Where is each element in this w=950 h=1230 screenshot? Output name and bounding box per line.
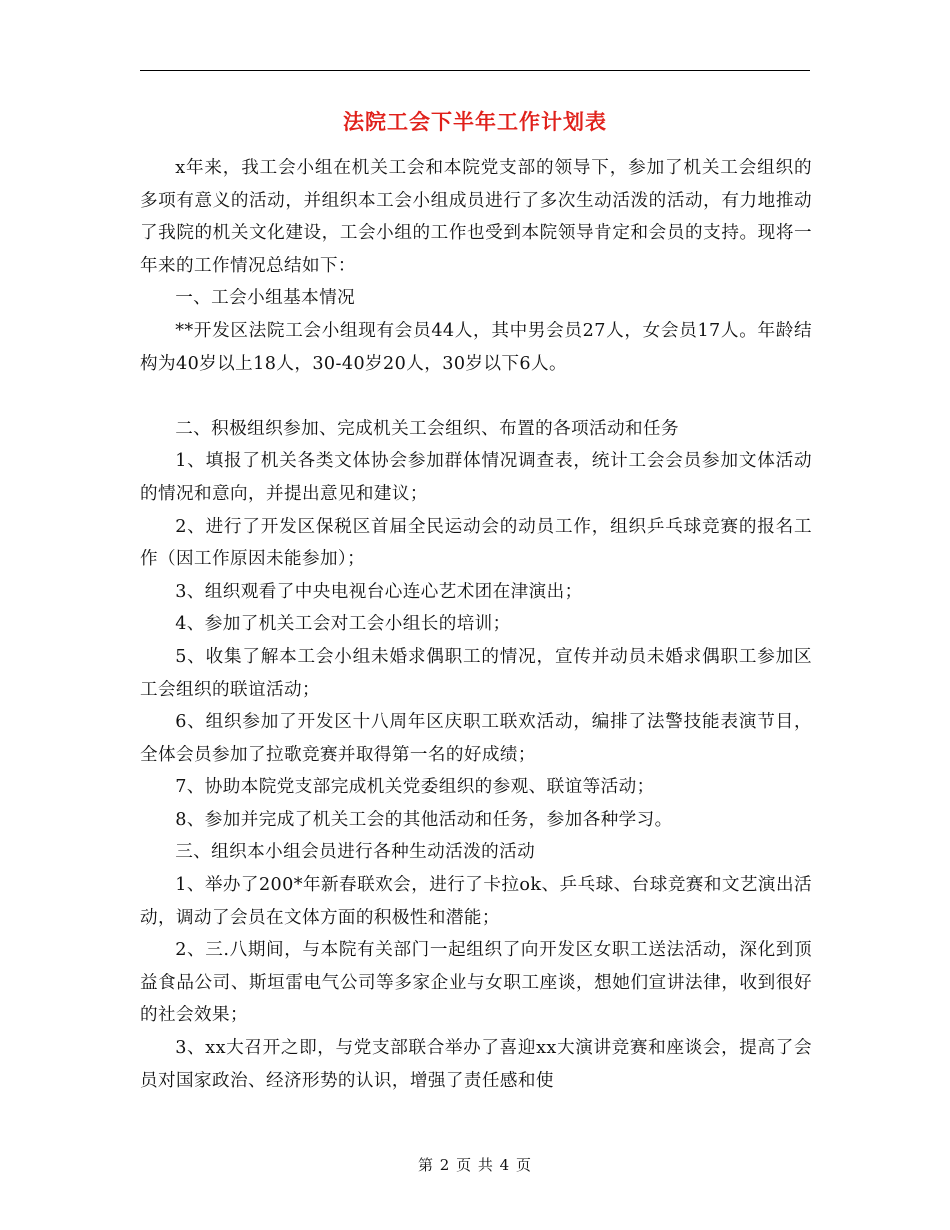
list-item: 5、收集了解本工会小组未婚求偶职工的情况，宣传并动员未婚求偶职工参加区工会组织的联谊活动； [140,646,812,700]
page-footer: 第 2 页 共 4 页 [418,1156,532,1174]
header-rule [140,70,810,71]
list-item: 6、组织参加了开发区十八周年区庆职工联欢活动，编排了法警技能表演节目，全体会员参加了拉歌竞赛并取得第一名的好成绩； [140,712,812,765]
list-item: 2、三.八期间，与本院有关部门一起组织了向开发区女职工送法活动，深化到顶益食品公司、斯垣雷电气公司等多家企业与女职工座谈，想她们宣讲法律，收到很好的社会效果； [140,940,812,1026]
list-item: 7、协助本院党支部完成机关党委组织的参观、联谊等活动； [175,777,655,798]
list-item: 1、填报了机关各类文体协会参加群体情况调查表，统计工会会员参加文体活动的情况和意向，并提出意见和建议； [140,451,812,504]
document-body [140,152,812,1097]
section-heading: 一、工会小组基本情况 [175,288,356,309]
section-heading: 三、组织本小组会员进行各种生动活泼的活动 [175,842,536,863]
list-item: 1、举办了200*年新春联欢会，进行了卡拉ok、乒乓球、台球竞赛和文艺演出活动，调动了会员在文体方面的积极性和潜能； [140,875,812,928]
section-heading: 二、积极组织参加、完成机关工会组织、布置的各项活动和任务 [175,418,680,439]
list-item: 4、参加了机关工会对工会小组长的培训； [175,614,511,635]
list-item: 3、组织观看了中央电视台心连心艺术团在津演出； [175,581,583,602]
document-title: 法院工会下半年工作计划表 [343,109,607,134]
paragraph: x年来，我工会小组在机关工会和本院党支部的领导下，参加了机关工会组织的多项有意义的活动，并组织本工会小组成员进行了多次生动活泼的活动，有力地推动了我院的机关文化建设，工会小组的工作也受到本院领导肯定和会员的支持。现将一年来的工作情况总结如下： [140,158,812,276]
list-item: 2、进行了开发区保税区首届全民运动会的动员工作，组织乒乓球竞赛的报名工作（因工作原因未能参加）； [140,516,812,570]
paragraph: **开发区法院工会小组现有会员44人，其中男会员27人，女会员17人。年龄结构为40岁以上18人，30-40岁20人，30岁以下6人。 [140,320,812,374]
list-item: 3、xx大召开之即，与党支部联合举办了喜迎xx大演讲竞赛和座谈会，提高了会员对国家政治、经济形势的认识，增强了责任感和使 [140,1038,812,1091]
list-item: 8、参加并完成了机关工会的其他活动和任务，参加各种学习。 [175,809,673,830]
